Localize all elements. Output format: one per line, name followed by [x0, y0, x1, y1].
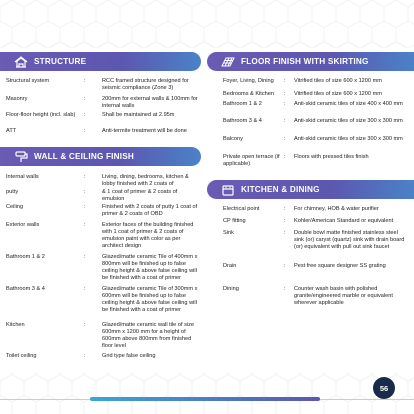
- paint-roller-icon: [14, 150, 28, 164]
- colon-separator: :: [284, 78, 286, 84]
- colon-separator: :: [84, 286, 86, 292]
- colon-separator: :: [84, 96, 86, 102]
- spec-label: Bathroom 3 & 4: [223, 118, 262, 124]
- colon-separator: :: [84, 322, 86, 328]
- section-header-structure: [0, 52, 201, 71]
- spec-value: Glazed/matte ceramic wall tile of size 600mm x 1200 mm for a height of 600mm above 800mm from finished floor level: [102, 322, 195, 350]
- spec-value: Anti-termite treatment will be done: [102, 128, 187, 134]
- spec-label: CP fitting: [223, 218, 246, 224]
- spec-label: Bathroom 3 & 4: [6, 286, 45, 292]
- spec-value: Anti-skid ceramic tiles of size 300 x 300 mm: [294, 136, 403, 142]
- spec-label: Internal walls: [6, 174, 39, 180]
- section-header-floor-finish: [207, 52, 414, 71]
- spec-label: Floor-floor height (incl. slab): [6, 112, 76, 118]
- spec-value: Grid type false ceiling: [102, 353, 156, 359]
- spec-value: Glazed/matte ceramic Tile of 300mm x 600mm will be finished up to false ceiling height & above false ceiling will be finished with a coat of primer: [102, 286, 198, 314]
- spec-value: Kohler/American Standard or equivalent: [294, 218, 394, 224]
- spec-label: Structural system: [6, 78, 50, 84]
- section-header-wall-ceiling: [0, 147, 201, 166]
- kitchen-icon: [221, 183, 235, 197]
- footer-accent-bar: [90, 397, 320, 401]
- spec-label: putty: [6, 189, 19, 195]
- colon-separator: :: [84, 112, 86, 118]
- colon-separator: :: [284, 218, 286, 224]
- colon-separator: :: [284, 206, 286, 212]
- spec-label: Bedrooms & Kitchen: [223, 91, 274, 97]
- spec-value: Anti-skid ceramic tiles of size 300 x 300 mm: [294, 118, 403, 124]
- spec-value: Vitrified tiles of size 600 x 1200 mm: [294, 91, 382, 97]
- spec-label: Balcony: [223, 136, 243, 142]
- spec-value: Glazed/matte ceramic Tile of 400mm x 800mm will be finished up to false ceiling height & above false ceiling will be finished with a coat of primer: [102, 254, 198, 282]
- section-title-kitchen-dining: KITCHEN & DINING: [241, 185, 320, 194]
- spec-label: Toilet ceiling: [6, 353, 37, 359]
- colon-separator: :: [284, 136, 286, 142]
- spec-label: Masonry: [6, 96, 28, 102]
- colon-separator: :: [284, 230, 286, 236]
- colon-separator: :: [284, 263, 286, 269]
- colon-separator: :: [84, 128, 86, 134]
- spec-value: Counter wash basin with polished granite/engineered marble or equivalent wherever applicable: [294, 286, 393, 307]
- spec-value: For chimney, HOB & water purifier: [294, 206, 379, 212]
- spec-value: Vitrified tiles of size 600 x 1200 mm: [294, 78, 382, 84]
- colon-separator: :: [84, 254, 86, 260]
- colon-separator: :: [84, 189, 86, 195]
- page-number-badge: 56: [373, 377, 395, 399]
- spec-label: Dining: [223, 286, 239, 292]
- colon-separator: :: [284, 101, 286, 107]
- section-header-kitchen-dining: [207, 180, 414, 199]
- spec-label: Sink: [223, 230, 234, 236]
- colon-separator: :: [84, 353, 86, 359]
- spec-value: RCC framed structure designed for seismic compliance (Zone 3): [102, 78, 189, 92]
- spec-label: Electrical point: [223, 206, 260, 212]
- spec-value: & 1 coat of primer & 2 coats of emulsion: [102, 189, 178, 203]
- spec-value: Anti-skid ceramic tiles of size 400 x 400 mm: [294, 101, 403, 107]
- building-icon: [14, 55, 28, 69]
- spec-value: Exterior faces of the building finished with 1 coat of primer & 2 coats of emulsion paint with color as per architect design: [102, 222, 194, 250]
- spec-label: Foyer, Living, Dining: [223, 78, 274, 84]
- spec-label: Exterior walls: [6, 222, 40, 228]
- spec-value: Living, dining, bedrooms, kitchen & lobby finished with 2 coats of: [102, 174, 189, 188]
- spec-value: Double bowl matte finished stainless steel sink (or) caryst (quartz) sink with drain board (or) equivalent with pull out sink faucet: [294, 230, 405, 251]
- colon-separator: :: [84, 222, 86, 228]
- section-title-structure: STRUCTURE: [34, 57, 87, 66]
- colon-separator: :: [84, 174, 86, 180]
- colon-separator: :: [84, 204, 86, 210]
- spec-value: Floors with pressed tiles finish: [294, 154, 369, 160]
- colon-separator: :: [84, 78, 86, 84]
- spec-label: ATT: [6, 128, 17, 134]
- spec-value: Shall be maintained at 2.95m: [102, 112, 175, 118]
- floor-tiles-icon: [221, 55, 235, 69]
- section-title-wall-ceiling: WALL & CEILING FINISH: [34, 152, 135, 161]
- spec-label: Bathroom 1 & 2: [223, 101, 262, 107]
- colon-separator: :: [284, 286, 286, 292]
- spec-label: Private open terrace (if applicable): [223, 154, 280, 168]
- colon-separator: :: [284, 154, 286, 160]
- spec-value: 200mm for external walls & 100mm for internal walls: [102, 96, 198, 110]
- spec-value: Finished with 2 coats of putty 1 coat of primer & 2 coats of OBD: [102, 204, 198, 218]
- spec-label: Ceiling: [6, 204, 24, 210]
- section-title-floor-finish: FLOOR FINISH WITH SKIRTING: [241, 57, 369, 66]
- spec-value: Pest free square designer SS grating: [294, 263, 386, 269]
- spec-label: Bathroom 1 & 2: [6, 254, 45, 260]
- spec-label: Kitchen: [6, 322, 25, 328]
- colon-separator: :: [284, 118, 286, 124]
- colon-separator: :: [284, 91, 286, 97]
- spec-label: Drain: [223, 263, 237, 269]
